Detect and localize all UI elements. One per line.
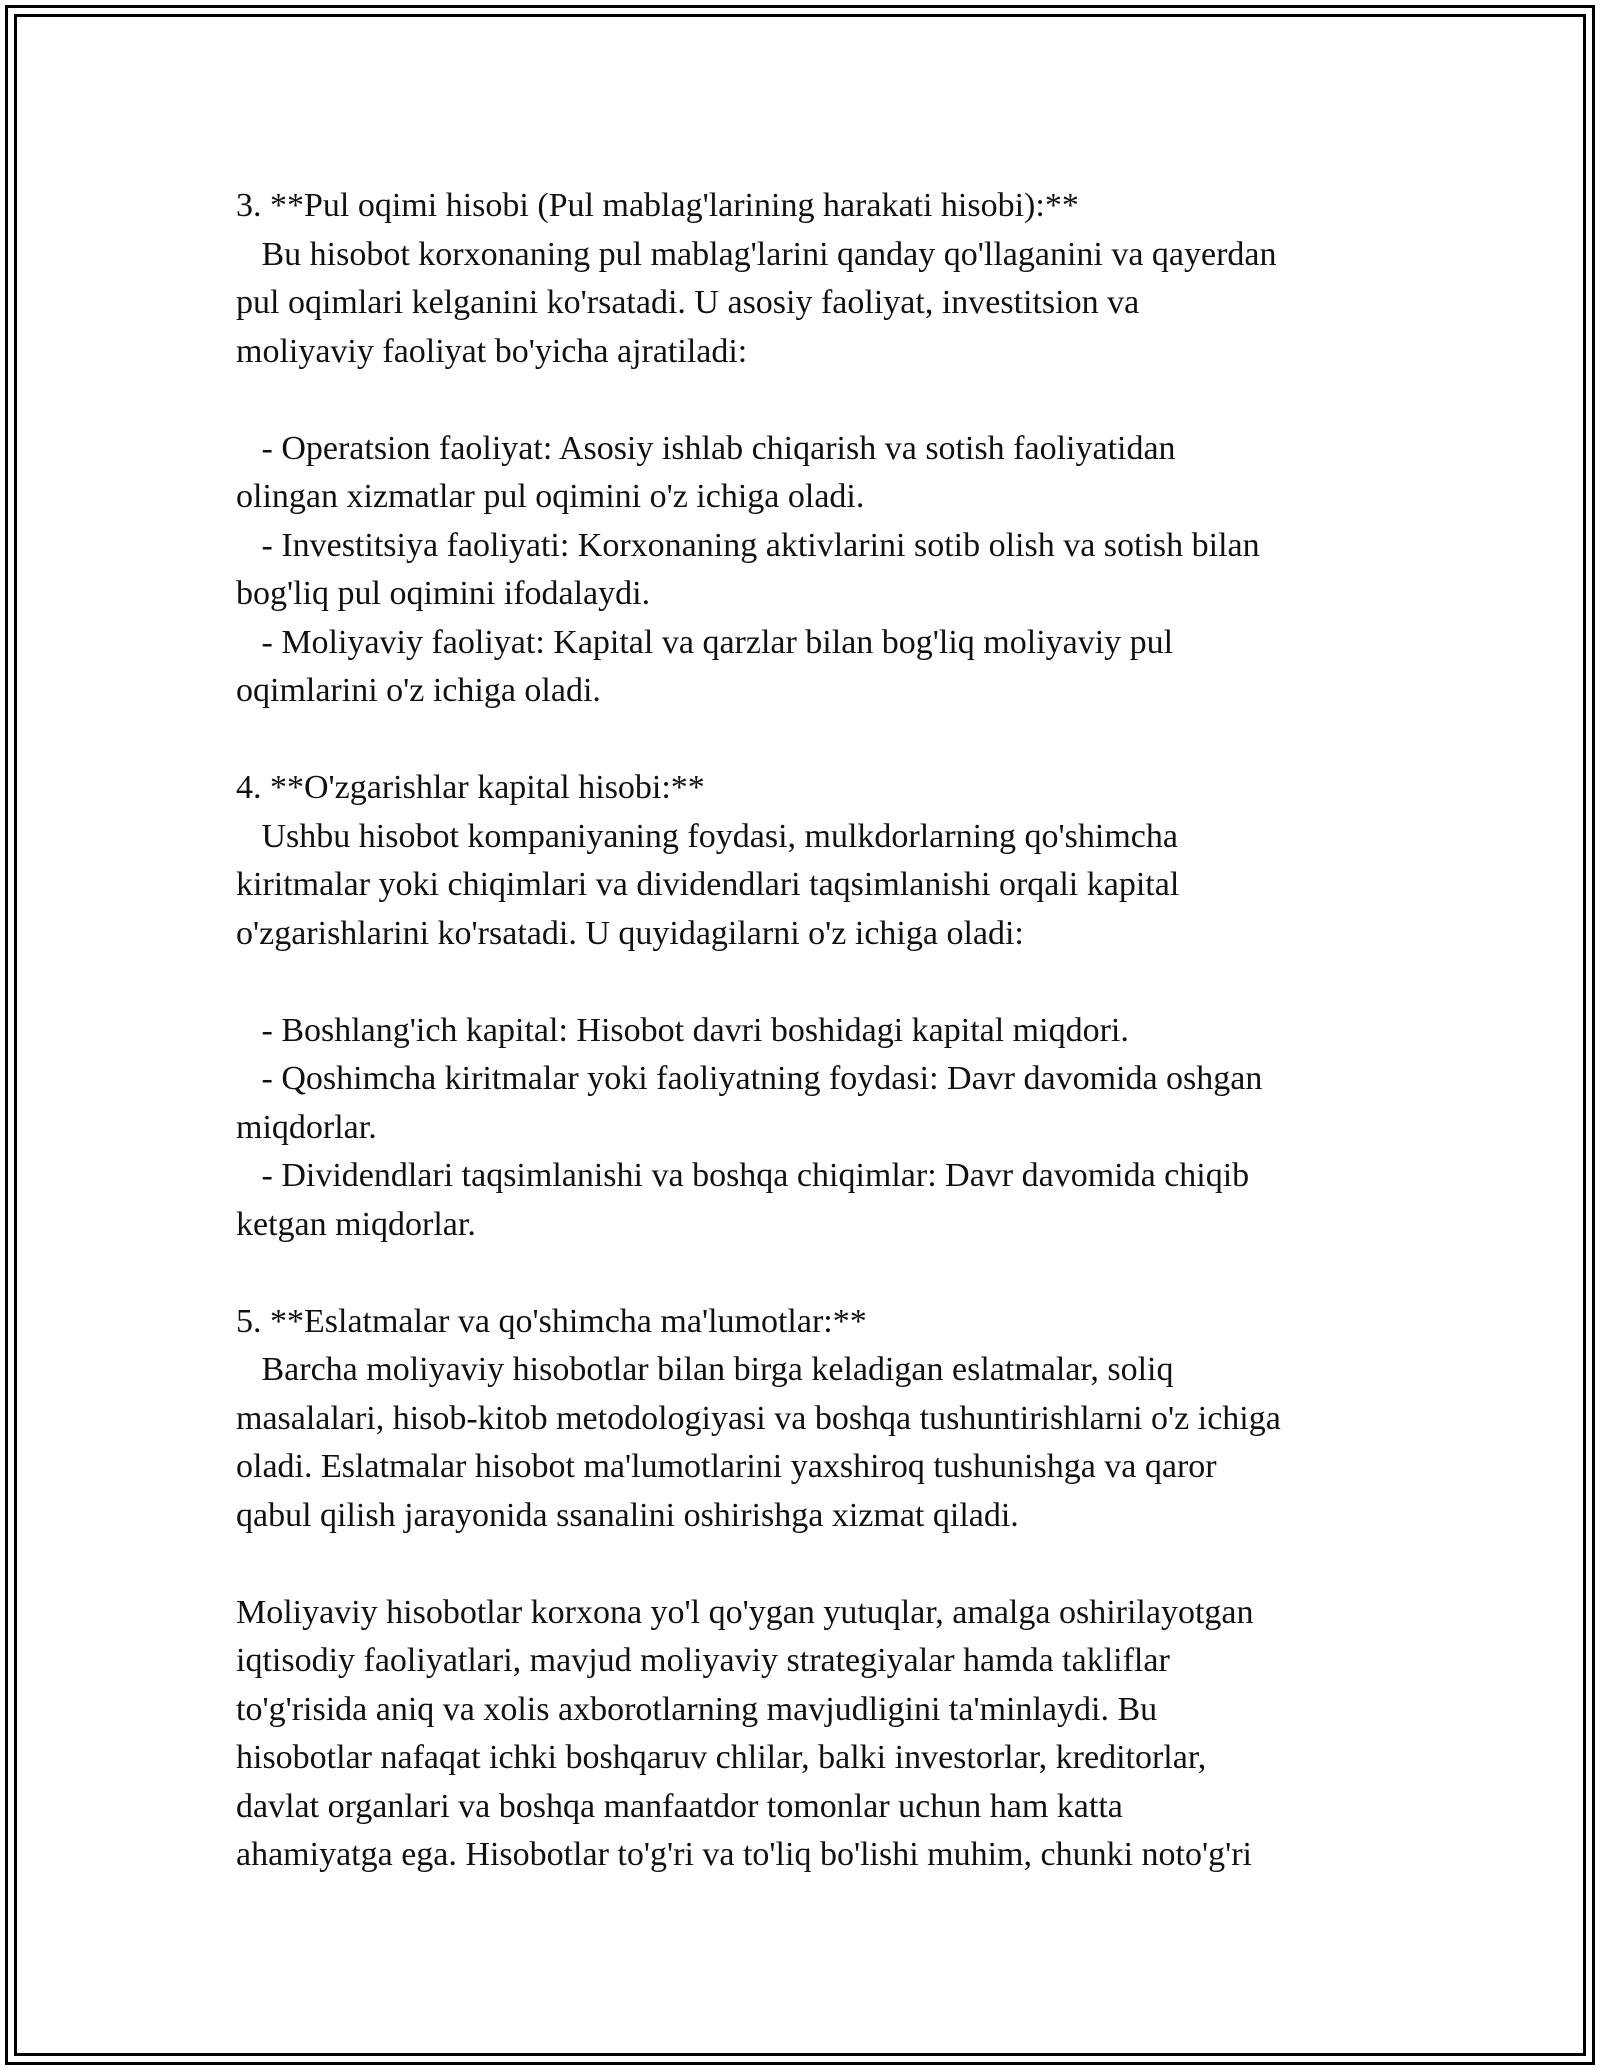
document-body-text: 3. **Pul oqimi hisobi (Pul mablag'larining harakati hisobi):** Bu hisobot korxonaning pul mablag'larini qanday qo'llaganini va qayerdan pul oqimlari kelganini ko'rsatadi. U asosiy faoliyat, investitsion va moliyaviy faoliyat bo'yicha ajratiladi: - Operatsion faoliyat: Asosiy ishlab chiqarish va sotish faoliyatidan olingan xizmatlar pul oqimini o'z ichiga oladi. - Investitsiya faoliyati: Korxonaning aktivlarini sotib olish va sotish bilan bog'liq pul oqimini ifodalaydi. - Moliyaviy faoliyat: Kapital va qarzlar bilan bog'liq moliyaviy pul oqimlarini o'z ichiga oladi. 4. **O'zgarishlar kapital hisobi:** Ushbu hisobot kompaniyaning foydasi, mulkdorlarning qo'shimcha kiritmalar yoki chiqimlari va dividendlari taqsimlanishi orqali kapital o'zgarishlarini ko'rsatadi. U quyidagilarni o'z ichiga oladi: - Boshlang'ich kapital: Hisobot davri boshidagi kapital miqdori. - Qoshimcha kiritmalar yoki faoliyatning foydasi: Davr davomida oshgan miqdorlar. - Dividendlari taqsimlanishi va boshqa chiqimlar: Davr davomida chiqib ketgan miqdorlar. 5. **Eslatmalar va qo'shimcha ma'lumotlar:** Barcha moliyaviy hisobotlar bilan birga keladigan eslatmalar, soliq masalalari, hisob-kitob metodologiyasi va boshqa tushuntirishlarni o'z ichiga oladi. Eslatmalar hisobot ma'lumotlarini yaxshiroq tushunishga va qaror qabul qilish jarayonida ssanalini oshirishga xizmat qiladi. Moliyaviy hisobotlar korxona yo'l qo'ygan yutuqlar, amalga oshirilayotgan iqtisodiy faoliyatlari, mavjud moliyaviy strategiyalar hamda takliflar to'g'risida aniq va xolis axborotlarning mavjudligini ta'minlaydi. Bu hisobotlar nafaqat ichki boshqaruv chlilar, balki investorlar, kreditorlar, davlat organlari va boshqa manfaatdor tomonlar uchun ham katta ahamiyatga ega. Hisobotlar to'g'ri va to'liq bo'lishi muhim, chunki noto'g'ri: [236, 187, 1281, 1873]
